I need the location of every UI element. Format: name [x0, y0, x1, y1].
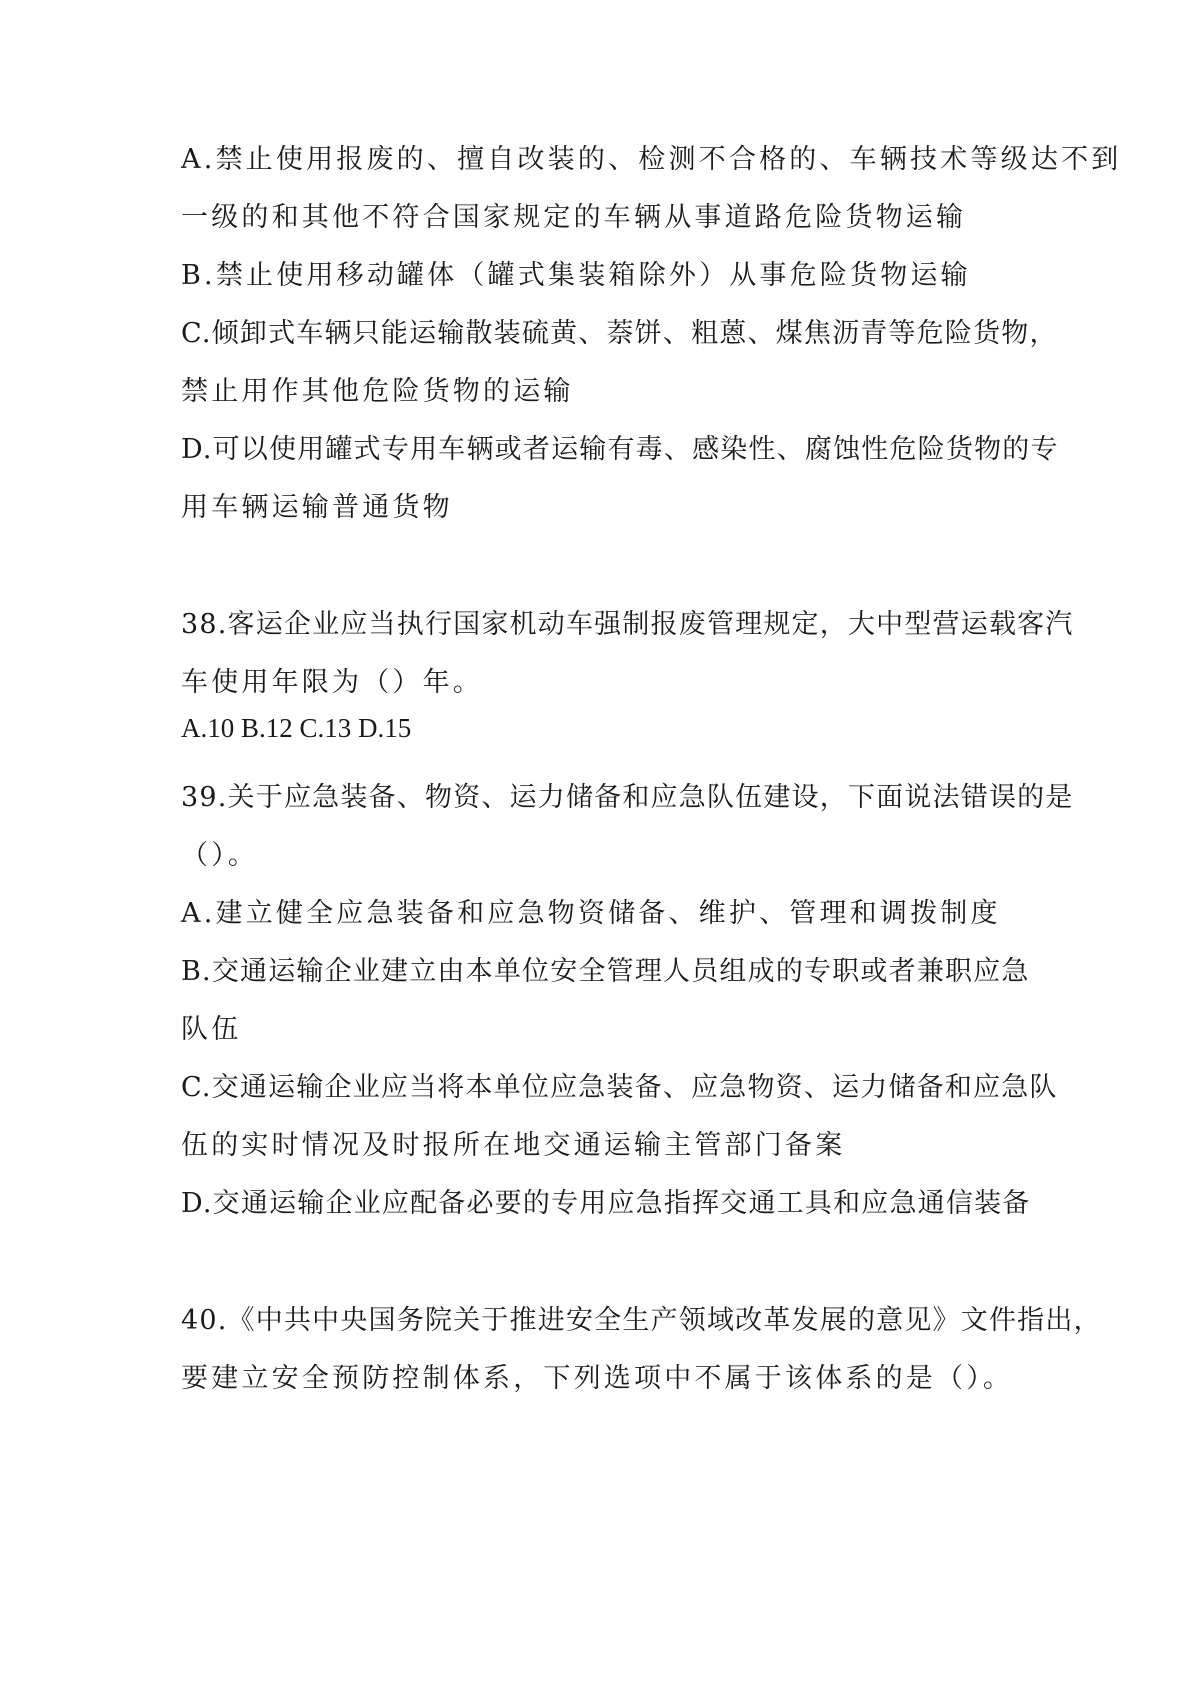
q37-option-b: B.禁止使用移动罐体（罐式集装箱除外）从事危险货物运输 — [181, 260, 971, 291]
q39-option-a: A.建立健全应急装备和应急物资储备、维护、管理和调拨制度 — [181, 898, 1001, 929]
q39-option-b-line-2: 队伍 — [181, 1014, 242, 1045]
q38-stem-line-2: 车使用年限为（）年。 — [181, 667, 483, 698]
q39-option-c-line-2: 伍的实时情况及时报所在地交通运输主管部门备案 — [181, 1130, 846, 1161]
q39-option-d: D.交通运输企业应配备必要的专用应急指挥交通工具和应急通信装备 — [181, 1188, 1031, 1219]
q37-option-d-line-1: D.可以使用罐式专用车辆或者运输有毒、感染性、腐蚀性危险货物的专 — [181, 434, 1059, 465]
q40-stem-line-2: 要建立安全预防控制体系，下列选项中不属于该体系的是（）。 — [181, 1363, 1014, 1394]
q39-stem-line-2: （）。 — [181, 840, 259, 871]
q37-option-c-line-1: C.倾卸式车辆只能运输散装硫黄、萘饼、粗蒽、煤焦沥青等危险货物， — [181, 318, 1058, 349]
q39-option-b-line-1: B.交通运输企业建立由本单位安全管理人员组成的专职或者兼职应急 — [181, 956, 1030, 987]
q38-options: A.10 B.12 C.13 D.15 — [181, 713, 412, 743]
q37-option-d-line-2: 用车辆运输普通货物 — [181, 492, 453, 523]
q38-stem-line-1: 38.客运企业应当执行国家机动车强制报废管理规定，大中型营运载客汽 — [181, 609, 1074, 640]
q39-stem-line-1: 39.关于应急装备、物资、运力储备和应急队伍建设，下面说法错误的是 — [181, 782, 1074, 813]
q40-stem-line-1: 40.《中共中央国务院关于推进安全生产领域改革发展的意见》文件指出， — [181, 1305, 1102, 1336]
q37-option-a-line-1: A.禁止使用报废的、擅自改装的、检测不合格的、车辆技术等级达不到 — [181, 144, 1122, 175]
q37-option-c-line-2: 禁止用作其他危险货物的运输 — [181, 376, 574, 407]
q39-option-c-line-1: C.交通运输企业应当将本单位应急装备、应急物资、运力储备和应急队 — [181, 1072, 1058, 1103]
q37-option-a-line-2: 一级的和其他不符合国家规定的车辆从事道路危险货物运输 — [181, 202, 967, 233]
